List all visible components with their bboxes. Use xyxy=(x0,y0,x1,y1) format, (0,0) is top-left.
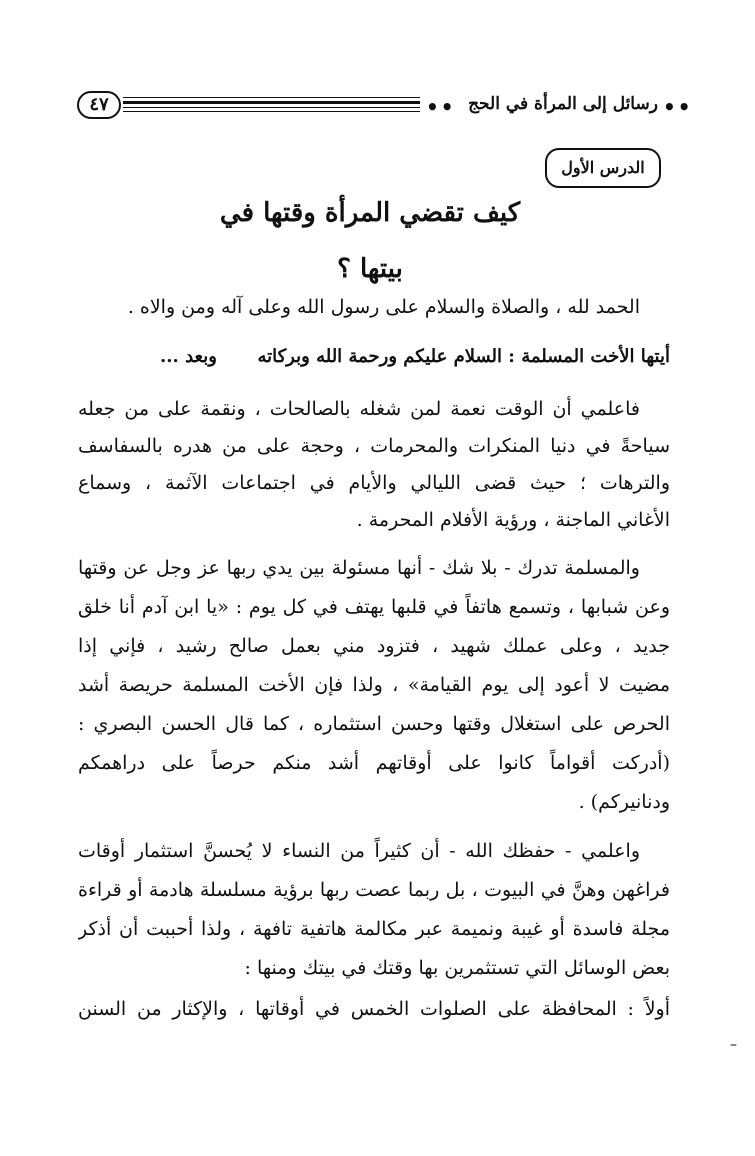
margin-mark: – xyxy=(730,1037,737,1053)
header-rule xyxy=(123,97,420,115)
greeting-line xyxy=(78,340,670,374)
paragraph-line: جديد ، وعلى عملك شهيد ، فتزود مني بعمل صالح رشيد ، فإني إذا xyxy=(78,635,670,657)
greeting-text: أيتها الأخت المسلمة : السلام عليكم ورحمة الله وبركاته xyxy=(257,346,670,367)
lesson-label: الدرس الأول xyxy=(545,148,661,188)
paragraph-line: ودنانيركم) . xyxy=(578,791,670,813)
page-number: ٤٧ xyxy=(77,91,121,119)
header-ornament-left: •• xyxy=(426,95,456,119)
running-title: رسائل إلى المرأة في الحج xyxy=(468,94,658,114)
paragraph-line: فراغهن وهنَّ في البيوت ، بل ربما عصت ربها برؤية مسلسلة هادمة أو قراءة xyxy=(78,879,670,901)
paragraph-line: أولاً : المحافظة على الصلوات الخمس في أوقاتها ، والإكثار من السنن xyxy=(78,998,670,1020)
paragraph-line: والمسلمة تدرك - بلا شك - أنها مسئولة بين يدي ربها عز وجل عن وقتها xyxy=(78,557,640,579)
paragraph-line: الأغاني الماجنة ، ورؤية الأفلام المحرمة . xyxy=(356,509,670,531)
header-ornament-right: •• xyxy=(663,95,693,119)
lesson-title: كيف تقضي المرأة وقتها في بيتها ؟ xyxy=(219,198,521,284)
paragraph-line: مجلة فاسدة أو غيبة ونميمة عبر مكالمة هاتفية تافهة ، ولذا أحببت أن أذكر xyxy=(78,918,670,940)
opening-line: الحمد لله ، والصلاة والسلام على رسول الله وعلى آله ومن والاه . xyxy=(127,296,640,318)
paragraph-line: (أدركت أقواماً كانوا على أوقاتهم أشد منكم حرصاً على دراهمكم xyxy=(78,752,670,774)
paragraph-line: فاعلمي أن الوقت نعمة لمن شغله بالصالحات ، ونقمة على من جعله xyxy=(78,398,640,420)
paragraph-line: واعلمي - حفظك الله - أن كثيراً من النساء لا يُحسنَّ استثمار أوقات xyxy=(78,840,640,862)
greeting-tail: وبعد ... xyxy=(160,346,217,367)
paragraph-line: مضيت لا أعود إلى يوم القيامة» ، ولذا فإن الأخت المسلمة حريصة أشد xyxy=(78,674,670,696)
paragraph-line: والترهات ؛ حيث قضى الليالي والأيام في اجتماعات الآثمة ، وسماع xyxy=(78,472,670,494)
paragraph-line: بعض الوسائل التي تستثمرين بها وقتك في بيتك ومنها : xyxy=(244,957,670,979)
paragraph-line: سياحةً في دنيا المنكرات والمحرمات ، وحجة على من هدره بالسفاسف xyxy=(78,435,670,457)
paragraph-line: الحرص على استغلال وقتها وحسن استثماره ، كما قال الحسن البصري : xyxy=(78,713,670,735)
paragraph-line: وعن شبابها ، وتسمع هاتفاً في قلبها يهتف في كل يوم : «يا ابن آدم أنا خلق xyxy=(78,596,670,618)
